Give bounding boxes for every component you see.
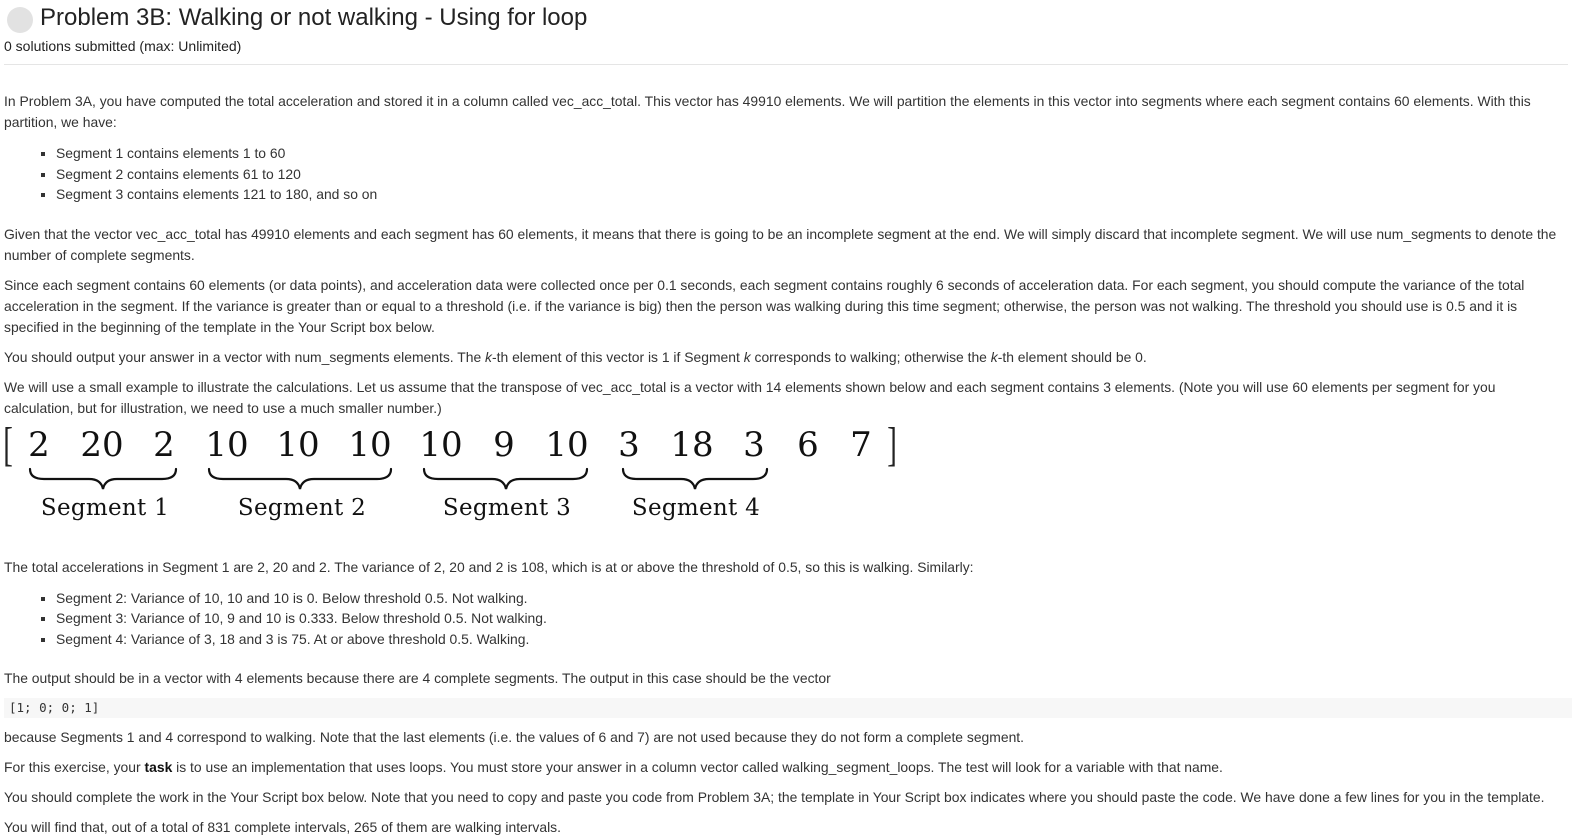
vector-value: 10 <box>276 424 320 465</box>
incomplete-segment-paragraph: Given that the vector vec_acc_total has 49910 elements and each segment has 60 elements, it means that there is going to be an incomplete segment at the end. We will simply discard that incomplete segment. We will use num_segments to denote the number of complete segments. <box>4 225 1557 263</box>
problem-description <box>4 65 1568 838</box>
list-item: ▪ Segment 2: Variance of 10, 10 and 10 is 0. Below threshold 0.5. Not walking. <box>56 588 1568 609</box>
problem-header <box>4 0 1568 65</box>
output-format-paragraph: You should output your answer in a vector with num_segments elements. The k-th element of this vector is 1 if Segment k corresponds to walking; otherwise the k-th element should be 0. <box>4 348 1147 365</box>
segment-label: Segment 2 <box>237 494 367 521</box>
segment-label: Segment 4 <box>631 494 761 521</box>
list-item: ▪ Segment 1 contains elements 1 to 60 <box>56 143 1568 164</box>
vector-value: 2 <box>28 424 50 465</box>
vector-value: 7 <box>850 424 872 465</box>
segment-1-brace <box>30 469 176 489</box>
vector-value: 3 <box>618 424 640 465</box>
vector-value: 6 <box>797 424 819 465</box>
vector-value: 20 <box>80 424 124 465</box>
intro-paragraph: In Problem 3A, you have computed the total acceleration and stored it in a column called vec_acc_total. This vector has 49910 elements. We will partition the elements in this vector into segments where each segment contains 60 elements. With this partition, we have: <box>4 93 1531 130</box>
variance-paragraph: Since each segment contains 60 elements (or data points), and acceleration data were collected once per 0.1 seconds, each segment contains roughly 6 seconds of acceleration data. For each segment, you should compute the variance of the total acceleration in the segment. If the variance is greater than or equal to a threshold (i.e. if the variance is big) then the person was walking during this time segment; otherwise, the person was not walking. The threshold you should use is 0.5 and it is specified in the beginning of the template in the Your Script box below. <box>4 276 1525 335</box>
segment-label: Segment 1 <box>40 494 170 521</box>
status-circle-icon <box>7 7 33 33</box>
problem-title: Problem 3B: Walking or not walking - Using for loop <box>40 4 588 31</box>
vector-value: 10 <box>545 424 589 465</box>
list-item: ▪ Segment 3 contains elements 121 to 180, and so on <box>56 184 1568 205</box>
submission-count: 0 solutions submitted (max: Unlimited) <box>4 38 242 54</box>
script-instructions-paragraph: You should complete the work in the Your Script box below. Note that you need to copy and paste you code from Problem 3A; the template in Your Script box indicates where you should paste the code. We have done a few lines for you in the template. <box>4 789 1545 805</box>
example-intro-paragraph: We will use a small example to illustrate the calculations. Let us assume that the transpose of vec_acc_total is a vector with 14 elements shown below and each segment contains 3 elements. (Note you will use 60 elements per segment for you calculation, but for illustration, we need to use a much smaller number.) <box>4 378 1496 416</box>
vector-value: 2 <box>153 424 175 465</box>
vector-value: 10 <box>348 424 392 465</box>
example-vector-equation <box>3 417 1568 557</box>
task-paragraph: For this exercise, your task is to use an implementation that uses loops. You must store your answer in a column vector called walking_segment_loops. The test will look for a variable with that name. <box>4 759 1223 775</box>
vector-close-bracket: ] <box>887 417 897 471</box>
segment-4-brace <box>623 469 767 489</box>
segment-braces <box>3 417 904 495</box>
vector-value: 10 <box>419 424 463 465</box>
segment-results-list <box>4 588 1568 650</box>
segment-label: Segment 3 <box>442 494 572 521</box>
vector-value: 10 <box>205 424 249 465</box>
output-vector-paragraph: The output should be in a vector with 4 elements because there are 4 complete segments. The output in this case should be the vector <box>4 670 831 686</box>
partition-list <box>4 143 1568 205</box>
segment-2-brace <box>209 469 391 489</box>
vector-open-bracket: [ <box>3 417 13 471</box>
output-code-block: [1; 0; 0; 1] <box>4 698 1572 718</box>
vector-value: 18 <box>670 424 714 465</box>
segment1-paragraph: The total accelerations in Segment 1 are 2, 20 and 2. The variance of 2, 20 and 2 is 108, which is at or above the threshold of 0.5, so this is walking. Similarly: <box>4 558 974 575</box>
result-paragraph: You will find that, out of a total of 831 complete intervals, 265 of them are walking intervals. <box>4 819 561 835</box>
vector-value: 9 <box>493 424 515 465</box>
list-item: ▪ Segment 3: Variance of 10, 9 and 10 is 0.333. Below threshold 0.5. Not walking. <box>56 608 1568 629</box>
segment-3-brace <box>424 469 587 489</box>
because-paragraph: because Segments 1 and 4 correspond to walking. Note that the last elements (i.e. the values of 6 and 7) are not used because they do not form a complete segment. <box>4 729 1025 745</box>
vector-value: 3 <box>743 424 765 465</box>
list-item: ▪ Segment 4: Variance of 3, 18 and 3 is 75. At or above threshold 0.5. Walking. <box>56 629 1568 650</box>
list-item: ▪ Segment 2 contains elements 61 to 120 <box>56 164 1568 185</box>
